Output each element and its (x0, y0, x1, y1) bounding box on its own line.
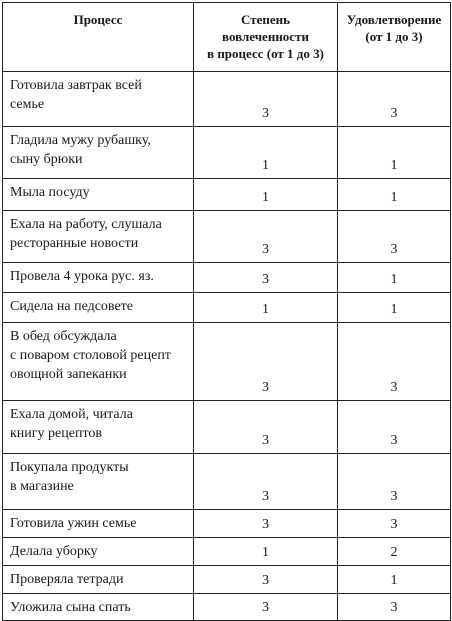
table-row (3, 72, 451, 127)
satisfaction-cell (338, 510, 451, 538)
process-text-line: Проверяла тетради (10, 572, 124, 587)
process-cell (3, 179, 194, 211)
involvement-value: 1 (262, 190, 269, 205)
process-cell (3, 566, 194, 594)
involvement-value: 1 (262, 302, 269, 317)
satisfaction-value: 2 (390, 545, 398, 560)
satisfaction-value: 3 (390, 242, 398, 257)
process-text-line: Делала уборку (10, 544, 98, 559)
table-row (3, 454, 451, 510)
process-cell (3, 401, 194, 454)
header-process-label: Процесс (73, 12, 123, 27)
process-text-line: сыну брюки (10, 152, 83, 167)
involvement-value: 3 (262, 517, 269, 532)
satisfaction-value: 3 (390, 489, 398, 504)
process-table (2, 2, 451, 621)
involvement-value: 3 (262, 106, 269, 121)
process-cell (3, 263, 194, 293)
satisfaction-value: 1 (390, 158, 398, 173)
involvement-value: 3 (262, 573, 269, 588)
satisfaction-cell (338, 211, 451, 263)
table-row (3, 323, 451, 401)
process-text-line: ресторанные новости (10, 236, 139, 251)
satisfaction-cell (338, 179, 451, 211)
table-row (3, 293, 451, 323)
involvement-value: 1 (262, 545, 269, 560)
table-row (3, 179, 451, 211)
involvement-cell (194, 454, 338, 510)
header-involvement-line: Степень (241, 12, 290, 27)
involvement-value: 3 (262, 433, 269, 448)
involvement-cell (194, 401, 338, 454)
involvement-cell (194, 263, 338, 293)
involvement-cell (194, 72, 338, 127)
satisfaction-cell (338, 323, 451, 401)
process-cell (3, 323, 194, 401)
satisfaction-cell (338, 594, 451, 621)
table-container (2, 2, 450, 621)
process-text-line: Провела 4 урока рус. яз. (10, 269, 154, 284)
table-row (3, 538, 451, 566)
header-satisfaction-line: (от 1 до 3) (365, 29, 423, 44)
table-body (3, 72, 451, 621)
satisfaction-cell (338, 401, 451, 454)
process-text-line: Готовила завтрак всей (10, 78, 142, 93)
satisfaction-cell (338, 72, 451, 127)
process-text-line: Уложила сына спать (10, 600, 131, 615)
header-satisfaction-line: Удовлетворение (346, 12, 442, 27)
satisfaction-value: 3 (390, 380, 398, 395)
process-text-line: Сидела на педсовете (10, 299, 134, 314)
table-row (3, 263, 451, 293)
involvement-value: 3 (262, 600, 269, 615)
process-cell (3, 72, 194, 127)
process-text-line: Гладила мужу рубашку, (10, 133, 151, 148)
involvement-cell (194, 594, 338, 621)
involvement-value: 1 (262, 158, 269, 173)
process-text-line: В обед обсуждала (10, 329, 117, 344)
satisfaction-value: 1 (390, 190, 398, 205)
process-cell (3, 127, 194, 179)
involvement-value: 3 (262, 489, 269, 504)
process-cell (3, 454, 194, 510)
involvement-cell (194, 293, 338, 323)
involvement-cell (194, 211, 338, 263)
satisfaction-cell (338, 454, 451, 510)
header-involvement-line: в процесс (от 1 до 3) (207, 46, 324, 61)
table-row (3, 566, 451, 594)
involvement-value: 3 (262, 272, 269, 287)
involvement-value: 3 (262, 380, 269, 395)
header-involvement-line: вовлеченности (222, 29, 309, 44)
process-text-line: Покупала продукты (10, 460, 129, 475)
process-text-line: Готовила ужин семье (10, 516, 137, 531)
satisfaction-value: 1 (390, 272, 398, 287)
process-cell (3, 594, 194, 621)
process-text-line: Мыла посуду (10, 185, 90, 200)
involvement-cell (194, 127, 338, 179)
header-involvement (194, 3, 338, 72)
involvement-cell (194, 538, 338, 566)
process-text-line: Ехала домой, читала (10, 407, 133, 422)
satisfaction-value: 3 (390, 106, 398, 121)
involvement-cell (194, 566, 338, 594)
table-row (3, 401, 451, 454)
satisfaction-cell (338, 538, 451, 566)
involvement-cell (194, 323, 338, 401)
satisfaction-value: 3 (390, 517, 398, 532)
table-header-row (3, 3, 451, 72)
process-text-line: Ехала на работу, слушала (10, 217, 162, 232)
process-text-line: семье (10, 97, 45, 112)
table-row (3, 211, 451, 263)
involvement-value: 3 (262, 242, 269, 257)
table-row (3, 594, 451, 621)
process-text-line: овощной запеканки (10, 367, 127, 382)
process-text-line: в магазине (10, 479, 74, 494)
involvement-cell (194, 179, 338, 211)
satisfaction-cell (338, 263, 451, 293)
satisfaction-value: 3 (390, 600, 398, 615)
satisfaction-value: 1 (390, 302, 398, 317)
satisfaction-cell (338, 566, 451, 594)
process-cell (3, 211, 194, 263)
process-cell (3, 538, 194, 566)
satisfaction-value: 3 (390, 433, 398, 448)
process-text-line: книгу рецептов (10, 426, 102, 441)
satisfaction-cell (338, 127, 451, 179)
satisfaction-value: 1 (390, 573, 398, 588)
header-satisfaction (338, 3, 451, 72)
process-cell (3, 293, 194, 323)
satisfaction-cell (338, 293, 451, 323)
process-text-line: с поваром столовой рецепт (10, 348, 171, 363)
table-row (3, 510, 451, 538)
table-row (3, 127, 451, 179)
involvement-cell (194, 510, 338, 538)
header-process (3, 3, 194, 72)
process-cell (3, 510, 194, 538)
